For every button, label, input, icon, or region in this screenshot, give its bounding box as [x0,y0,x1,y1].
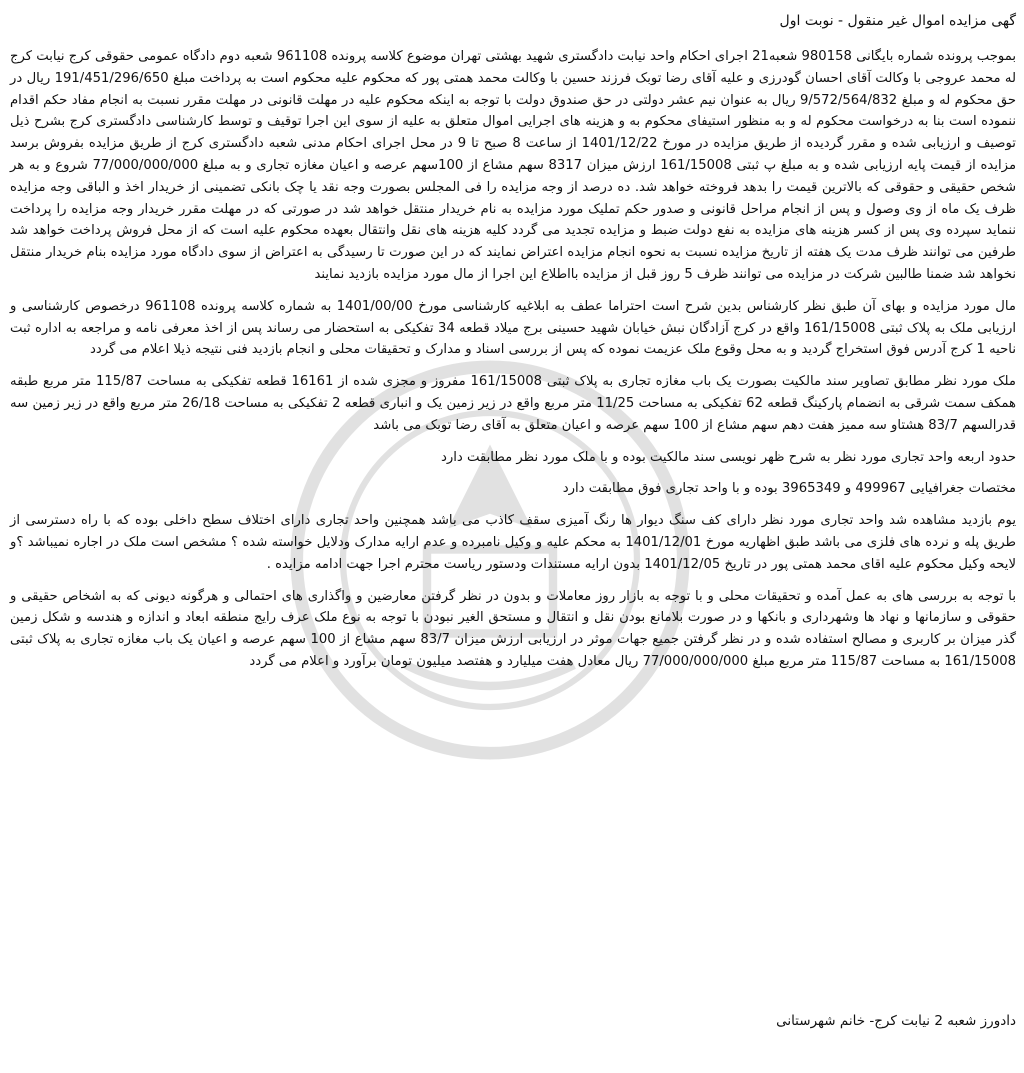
paragraph-boundaries: حدود اربعه واحد تجاری مورد نظر به شرح ظهر نویسی سند مالکیت بوده و با ملک مورد نظر مطابقت دارد [441,449,1016,465]
paragraph-expert-report: مال مورد مزایده و بهای آن طبق نظر کارشناس بدین شرح است احتراما عطف به ابلاغیه کارشناسی مورخ 1401/00/00 به شماره کلاسه پرونده 961108 درخصوص کارشناسی و ارزیابی ملک به پلاک ثبتی 161/15008 واقع در کرج آزادگان نبش خیابان شهید حسینی برج میلاد قطعه 34 تفکیکی به استحضار می رساند پس از اخذ معرفی نامه و مراجعه به اداره ثبت ناحیه 1 کرج آدرس فوق استخراج گردید و به محل وقوع ملک عزیمت نموده که پس از بررسی اسناد و مدارک و تحقیقات محلی و انجام بازدید فنی نتیجه ذیلا اعلام می گردد [10,298,1016,358]
paragraph-auction-details: بموجب پرونده شماره بایگانی 980158 شعبه21 اجرای احکام واحد نیابت دادگستری شهید بهشتی تهران موضوع کلاسه پرونده 961108 شعبه دوم دادگاه عمومی حقوقی کرج نیابت کرج له محمد عروجی با وکالت آقای احسان گودرزی و علیه آقای رضا توبک فرزند حسین با وکالت محمد همتی پور که محکوم علیه محکوم است به پرداخت مبلغ 191/451/296/650 ریال در حق محکوم له و مبلغ 9/572/564/832 ریال به عنوان نیم عشر دولتی در حق صندوق دولت با توجه به اینکه محکوم علیه در مهلت قانونی در مهلت مقرر نسبت به انجام مفاد حکم اقدام ننموده است بنا به درخواست محکوم له و به منظور استیفای محکوم به و هزینه های اجرایی اموال متعلق به علیه از سوی این اجرا توقیف و توسط کارشناسی دادگستری کرج بشرح ذیل توصیف و ارزیابی شده و مقرر گردیده از طریق مزایده در مورخ 1401/12/22 از ساعت 8 صبح تا 9 در محل اجرای احکام مدنی شعبه دادگستری کرج از طریق مزایده بفروش برسد مزایده از قیمت پایه ارزیابی شده و به مبلغ پ ثبتی 161/15008 ارزش میزان 8317 سهم مشاع از 100سهم عرصه و اعیان مغازه تجاری و به مبلغ 77/000/000/000 شروع و به هر شخص حقیقی و حقوقی که بالاترین قیمت را بدهد فروخته خواهد شد. ده درصد از وجه مزایده را فی المجلس بصورت وجه نقد یا چک بانکی تضمینی از خریدار اخذ و الباقی وجه مزایده ظرف یک ماه از وی وصول و پس از انجام مراحل قانونی و صدور حکم تملیک مورد مزایده به نام خریدار منتقل خواهد شد در صورتی که در مهلت مقرر خریدار وجه مزایده را پرداخت ننماید سپرده وی پس از کسر هزینه های مزایده به نفع دولت ضبط و مزایده تجدید می گردد کلیه هزینه های نقل وانتقال بعهده محکوم علیه است که از محل فروش پرداخت خواهد شد طرفین می توانند ظرف مدت یک هفته از تاریخ مزایده نسبت به نحوه انجام مزایده اعتراض نمایند که در این صورت تا رسیدگی به اعتراض از سوی دادگاه مورد مزایده بنام خریدار منتقل نخواهد شد ضمنا طالبین شرکت در مزایده می توانند ظرف 5 روز قبل از مزایده بااطلاع این اجرا از مال مورد مزایده بازدید نمایند [10,49,1017,282]
signature-line: دادورز شعبه 2 نیابت کرج- خانم شهرستانی [776,1013,1016,1029]
paragraph-inspection: یوم بازدید مشاهده شد واحد تجاری مورد نظر دارای کف سنگ دیوار ها رنگ آمیزی سقف کاذب می باشد همچنین واحد تجاری دارای اختلاف سطح داخلی بوده که با راه دسترسی از طریق پله و نرده های فلزی می باشد طبق اظهاریه مورخ 1401/12/01 به محکم علیه و وکیل نامبرده و عدم ارایه مدارک ودلایل خواسته شده ؟ مشخص است ملک در اجاره نمیباشد ؟و لایحه وکیل محکوم علیه اقای محمد همتی پور در تاریخ 1401/12/05 بدون ارایه مستندات ودستور ریاست محترم اجرا جهت ادامه مزایده . [10,513,1016,572]
paragraph-property-description: ملک مورد نظر مطابق تصاویر سند مالکیت بصورت یک باب مغازه تجاری به پلاک ثبتی 161/15008 مفروز و مجزی شده از 16161 قطعه تفکیکی به مساحت 115/87 متر مربع طبقه همکف سمت شرقی به انضمام پارکینگ قطعه 62 تفکیکی به مساحت 11/25 متر مربع واقع در زیر زمین یک و انباری قطعه 2 تفکیکی به مساحت 26/18 متر مربع واقع در زیر زمین سه قدرالسهم 83/7 هشتاو سه ممیز هفت دهم سهم مشاع از 100 سهم عرصه و اعیان متعلق به آقای رضا توبک می باشد [10,374,1016,433]
paragraph-valuation: با توجه به بررسی های به عمل آمده و تحقیقات محلی و با توجه به بازار روز معاملات و بدون در نظر گرفتن معارضین و واگذاری های احتمالی و هرگونه دیونی که به اشخاص حقیقی و حقوقی و سازمانها و نهاد ها وشهرداری و بانکها و در صورت بلامانع بودن نقل و انتقال و مستحق الغیر نبودن با توجه به نوع ملک عرف رایج منطقه ابعاد و اندازه و هندسه و شکل زمین گذر میزان بر کاربری و مصالح استفاده شده و در نظر گرفتن جمیع جهات موثر در ارزیابی ارزش میزان 83/7 سهم مشاع از 100 سهم عرصه و اعیان یک باب مغازه تجاری به پلاک ثبتی 161/15008 به مساحت 115/87 متر مربع مبلغ 77/000/000/000 ریال معادل هفت میلیارد و هفتصد میلیون تومان برآورد و اعلام می گردد [10,588,1017,669]
paragraph-coordinates: مختصات جغرافیایی 499967 و 3965349 بوده و با واحد تجاری فوق مطابقت دارد [562,481,1016,497]
notice-title: گهی مزایده اموال غیر منقول - نوبت اول [779,13,1016,29]
